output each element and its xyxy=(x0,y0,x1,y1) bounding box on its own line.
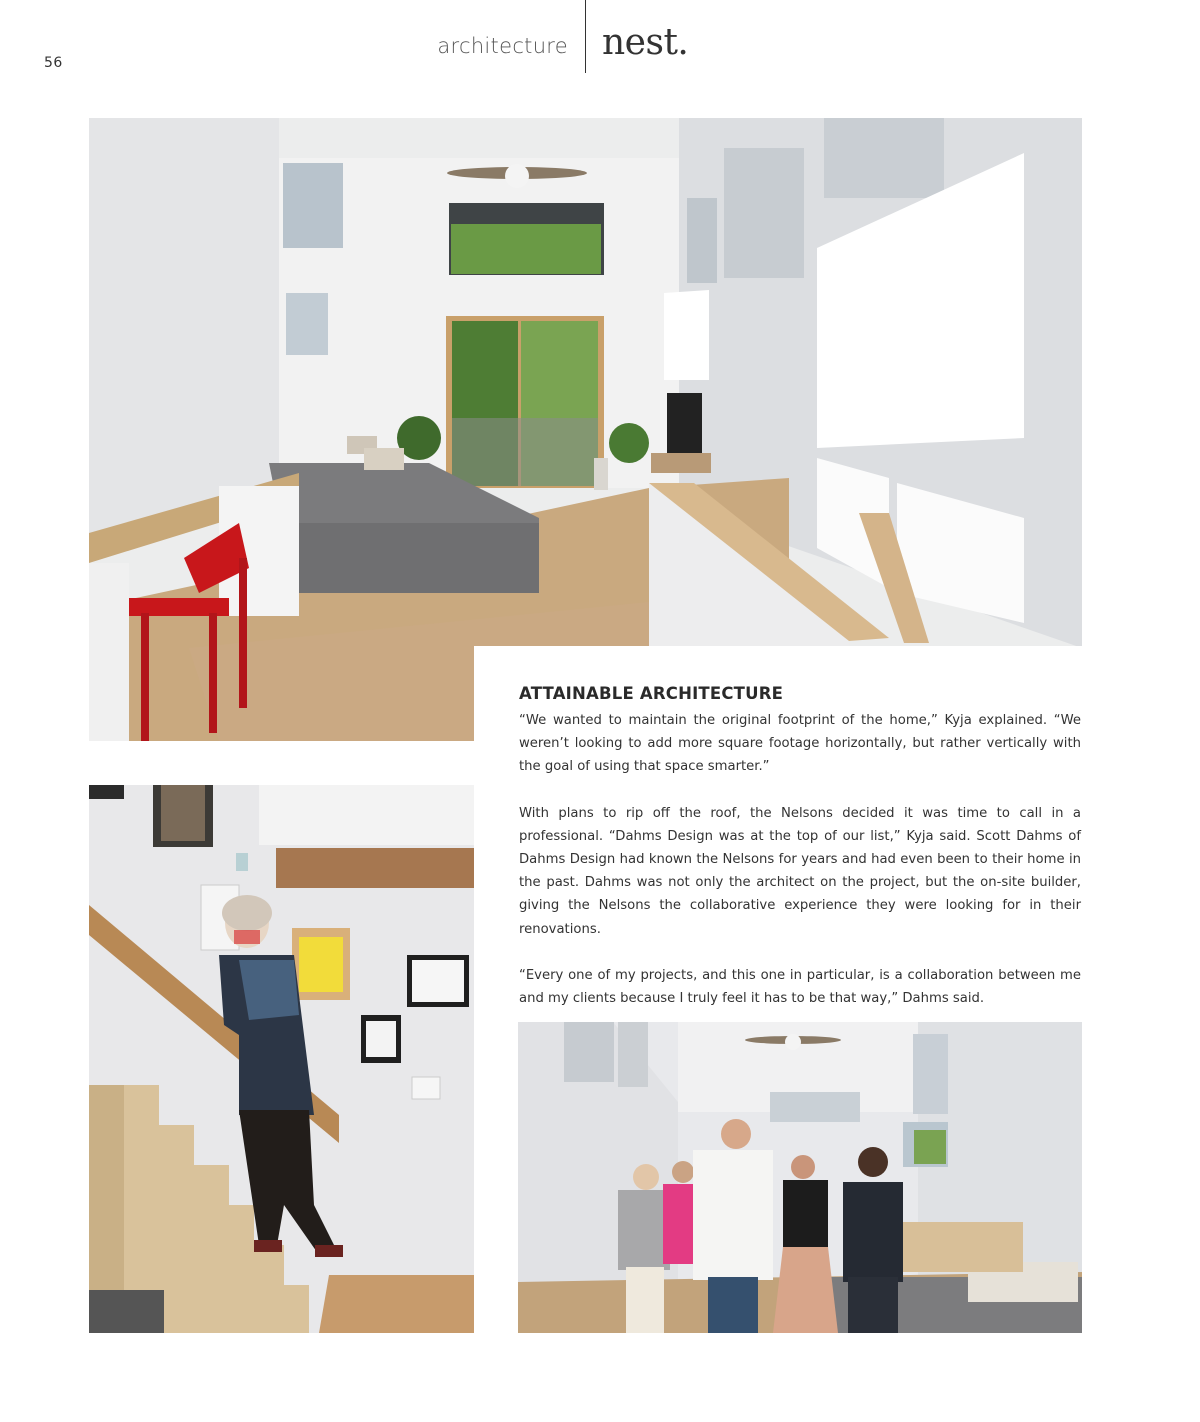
page-number: 56 xyxy=(44,55,63,71)
article-heading: ATTAINABLE ARCHITECTURE xyxy=(519,684,784,703)
article-paragraph: “Every one of my projects, and this one in particular, is a collaboration between me and my clients because I truly feel it has to be that way,” Dahms said. xyxy=(519,967,1081,1007)
article-paragraph: With plans to rip off the roof, the Nelsons decided it was time to call in a professional. “Dahms Design was at the top of our list,” Kyja said. Scott Dahms of Dahms Design had known the Nelsons for years and had even been to their home in the past. Dahms was not only the architect on the project, but the on-site builder, giving the Nelsons the collaborative experience they were looking for in their renovations. xyxy=(519,805,1081,937)
article xyxy=(519,684,1081,1033)
article-paragraph: “We wanted to maintain the original footprint of the home,” Kyja explained. “We weren’t looking to add more square footage horizontally, but rather vertically with the goal of using that space smarter.” xyxy=(519,713,1081,775)
group-visit-photo xyxy=(518,1022,1082,1333)
section-label: architecture xyxy=(437,34,568,58)
magazine-logo: nest. xyxy=(602,22,689,63)
staircase-photo xyxy=(89,785,474,1333)
header-divider xyxy=(585,0,586,73)
